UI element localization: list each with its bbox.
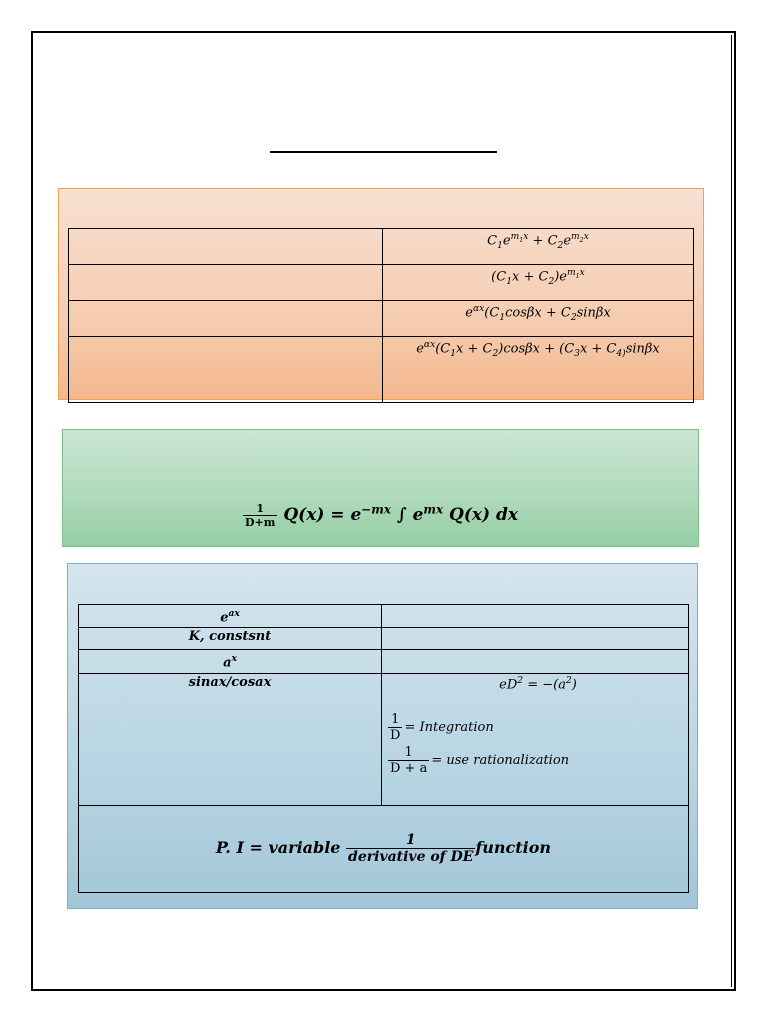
table-row <box>79 805 689 892</box>
table-row <box>69 229 694 265</box>
fraction-numerator: 1 <box>388 712 402 728</box>
rationalization-rule <box>388 745 688 776</box>
table-row <box>79 650 689 673</box>
equation-body: $Q(x) = e^{-mx}$ ∫ $e^{mx}$ Q(x) dx <box>283 502 518 525</box>
fraction-numerator: 1 <box>388 745 429 761</box>
fraction-denominator: D+m <box>245 516 276 529</box>
table-row <box>69 337 694 403</box>
function-type-cell: $e^{ax}$ <box>79 605 382 628</box>
solution-expression: $e^{\alpha x}(C_1\cos\beta x + C_2\sin\beta x$ <box>383 301 694 337</box>
case-label-cell <box>69 265 383 301</box>
rule-cell <box>382 605 689 628</box>
solution-expression: $(C_1x + C_2)e^{m_1x}$ <box>383 265 694 301</box>
fraction-denominator: derivative of DE <box>348 849 474 866</box>
particular-integral-formula-box <box>62 429 699 547</box>
complementary-function-table <box>68 228 694 403</box>
table-row <box>79 605 689 628</box>
integration-text: = Integration <box>404 719 494 735</box>
inverse-d-fraction <box>388 712 402 743</box>
function-type-cell: $a^x$ <box>79 650 382 673</box>
fraction-denominator: D + a <box>390 760 428 776</box>
rule-cell <box>382 673 689 805</box>
case-label-cell <box>69 301 383 337</box>
function-type-cell: K, constsnt <box>79 628 382 650</box>
rule-cell <box>382 650 689 673</box>
solution-expression: $C_1e^{m_1x} + C_2e^{m_2x}$ <box>383 229 694 265</box>
case-label-cell <box>69 337 383 403</box>
rationalization-text: = use rationalization <box>431 752 570 768</box>
case-label-cell <box>69 229 383 265</box>
operator-fraction <box>243 502 277 529</box>
equation-suffix: function <box>475 838 552 858</box>
particular-integral-rules-table <box>78 604 689 893</box>
inverse-d-plus-a-fraction <box>388 745 429 776</box>
table-row <box>79 628 689 650</box>
variable-rule-cell <box>79 805 689 892</box>
variable-rule-equation <box>215 832 552 866</box>
particular-integral-equation <box>63 502 698 529</box>
derivative-fraction <box>346 832 475 865</box>
integration-rule <box>388 712 688 743</box>
table-row <box>69 301 694 337</box>
solution-expression: $e^{\alpha x}(C_1x + C_2)\cos\beta x + (C_3x + C_{4)}\sin\beta x$ <box>383 337 694 403</box>
fraction-numerator: 1 <box>346 832 475 849</box>
rule-cell <box>382 628 689 650</box>
table-row <box>79 673 689 805</box>
function-type-cell: sinax/cosax <box>79 673 382 805</box>
equation-prefix: P. I = variable <box>215 838 341 858</box>
table-row <box>69 265 694 301</box>
title-underline <box>270 151 497 153</box>
fraction-numerator: 1 <box>243 502 277 516</box>
replacement-rule: $eD^2 = -(a^2)$ <box>499 675 577 692</box>
fraction-denominator: D <box>390 727 401 743</box>
